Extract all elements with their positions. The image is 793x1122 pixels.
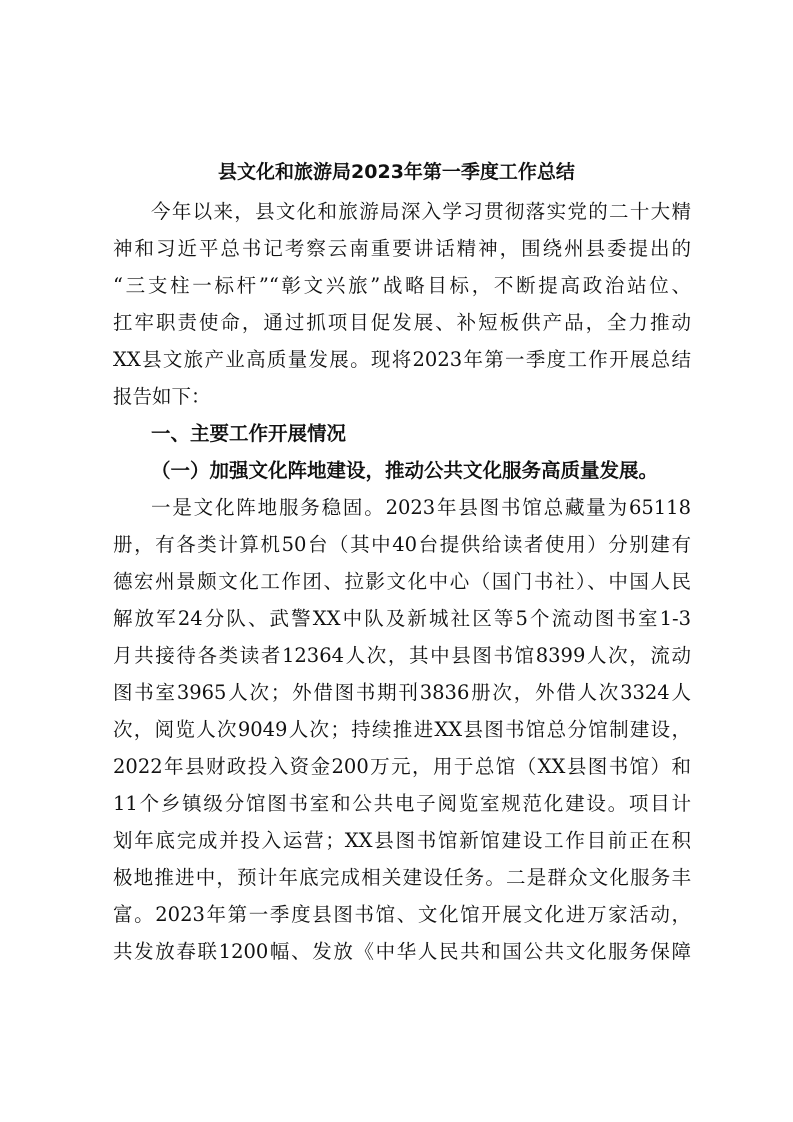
intro-line-4: 扛牢职责使命，通过抓项目促发展、补短板供产品，全力推动 — [113, 311, 691, 334]
body-line-10: 划年底完成并投入运营；XX县图书馆新馆建设工作目前正在积 — [113, 829, 691, 852]
intro-line-5: XX县文旅产业高质量发展。现将2023年第一季度工作开展总结 — [113, 348, 691, 371]
subsection-heading: （一）加强文化阵地建设，推动公共文化服务高质量发展。 — [151, 459, 659, 482]
body-line-4: 解放军24分队、武警XX中队及新城社区等5个流动图书室1-3 — [113, 607, 691, 630]
body-line-11: 极地推进中，预计年底完成相关建设任务。二是群众文化服务丰 — [113, 866, 691, 889]
body-line-9: 11个乡镇级分馆图书室和公共电子阅览室规范化建设。项目计 — [113, 792, 691, 815]
body-line-12: 富。2023年第一季度县图书馆、文化馆开展文化进万家活动， — [113, 903, 691, 926]
document-title: 县文化和旅游局2023年第一季度工作总结 — [218, 161, 575, 183]
intro-line-1: 今年以来，县文化和旅游局深入学习贯彻落实党的二十大精 — [151, 200, 691, 223]
section-heading: 一、主要工作开展情况 — [151, 422, 347, 445]
body-line-2: 册，有各类计算机50台（其中40台提供给读者使用）分别建有 — [113, 533, 691, 556]
intro-line-2: 神和习近平总书记考察云南重要讲话精神，围绕州县委提出的 — [113, 237, 691, 260]
body-line-13: 共发放春联1200幅、发放《中华人民共和国公共文化服务保障 — [113, 940, 691, 963]
intro-line-6: 报告如下： — [113, 385, 211, 408]
body-line-1: 一是文化阵地服务稳固。2023年县图书馆总藏量为65118 — [151, 496, 691, 519]
body-line-5: 月共接待各类读者12364人次，其中县图书馆8399人次，流动 — [113, 644, 691, 667]
body-line-6: 图书室3965人次；外借图书期刊3836册次，外借人次3324人 — [113, 681, 691, 704]
body-line-3: 德宏州景颇文化工作团、拉影文化中心（国门书社）、中国人民 — [113, 570, 691, 593]
body-line-8: 2022年县财政投入资金200万元，用于总馆（XX县图书馆）和 — [113, 755, 691, 778]
intro-line-3: “三支柱一标杆”“彰文兴旅”战略目标，不断提高政治站位、 — [113, 274, 691, 297]
body-line-7: 次，阅览人次9049人次；持续推进XX县图书馆总分馆制建设， — [113, 718, 691, 741]
